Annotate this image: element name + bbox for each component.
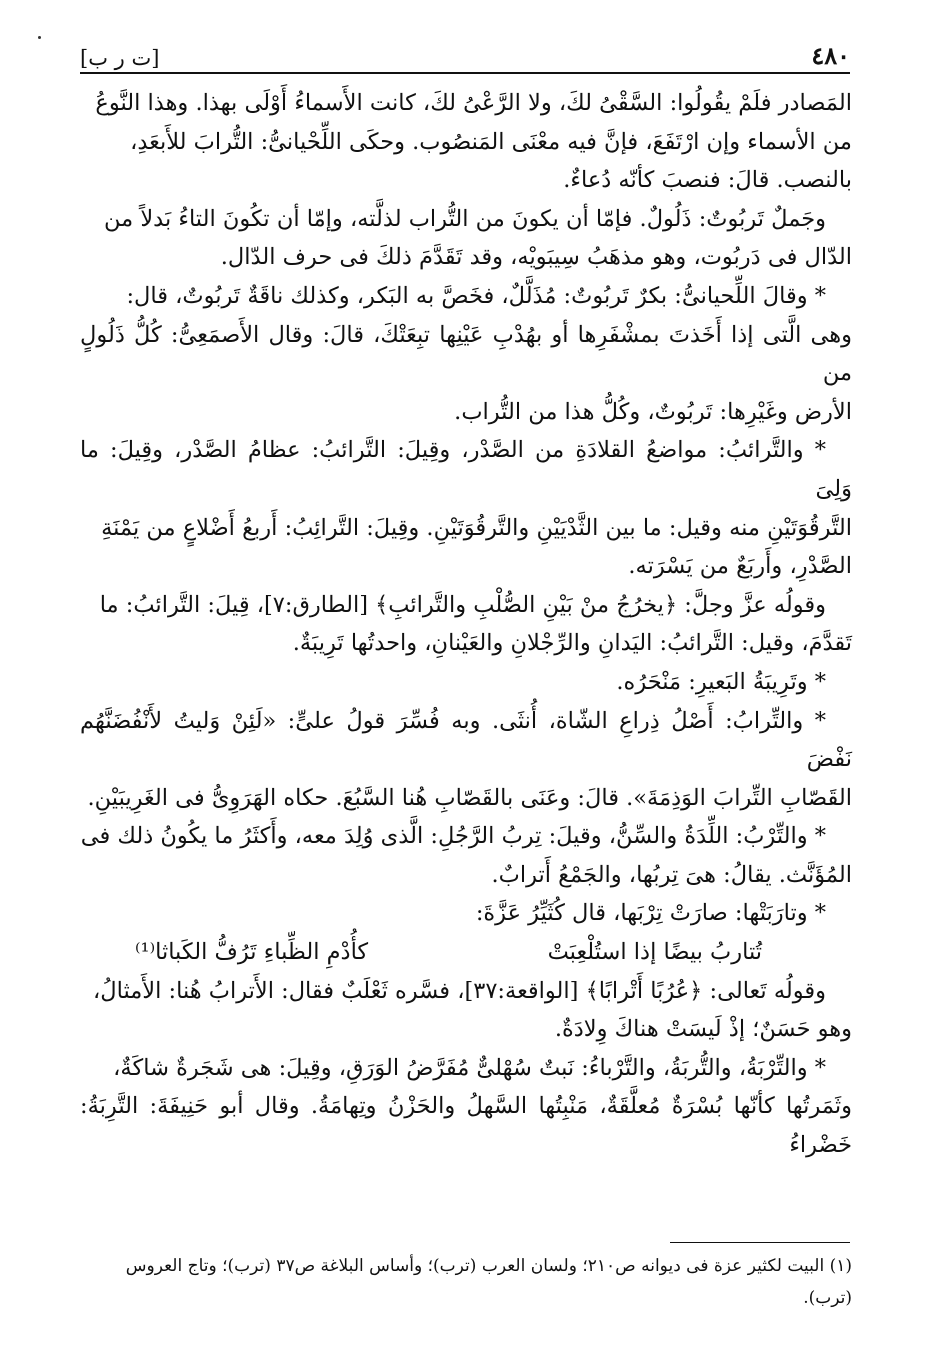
footnote-line: (ترب). (803, 1288, 852, 1308)
text-line: * والتِّرْبُ: اللِّدَةُ والسِّنُّ، وقيلَ: تِربُ الرَّجُلِ: الَّذى وُلِدَ معه، وأَكثَرُ ما يكُونُ ذلك فى (80, 823, 826, 850)
footnote-divider (670, 1242, 850, 1243)
text-line: * والتَّرائبُ: مواضعُ القلادَةِ من الصَّدْر، وقِيلَ: التَّرائبُ: عظامُ الصَّدْر، وقِيلَ: ما وَلِىَ (80, 437, 852, 502)
text-line: وجَملٌ تَربُوتٌ: ذَلُولٌ. فإمّا أن يكونَ من التُّراب لذلَّته، وإمّا أن تكُونَ التاءُ بَدلاً من (103, 205, 826, 232)
text-line: وقولُه تَعالى: ﴿عُرُبًا أَتْرابًا﴾ [الواقعة:٣٧]، فسَّره ثَعْلَبٌ فقال: الأَترابُ هُنا: الأَمثالُ، (93, 977, 826, 1004)
text-line: الأرض وغَيْرِها: تَربُوتٌ، وكُلُّ هذا من التُّراب. (454, 398, 852, 425)
text-line: * وقالَ اللِّحيانىُّ: بكرٌ تَربُوتٌ: مُذَلَّلٌ، فخَصَّ به البَكر، وكذلك ناقَةٌ تَربُوتٌ، قال: (126, 282, 826, 309)
text-line: المَصادر فلَمْ يقُولُوا: السَّقْىُ لكَ، ولا الرَّعْىُ لكَ، كانت الأَسماءُ أَوْلَى بهذا. وهذا النَّوعُ (95, 90, 852, 116)
text-line: وقولُه عزَّ وجلَّ: ﴿يخرُجُ منْ بَيْنِ الصُّلْبِ والتَّرائبِ﴾ [الطارق:٧]، قِيلَ: التَّرائبُ: ما (99, 591, 826, 618)
text-line: الدّال فى دَربُوت، وهو مذهَبُ سِيبَويْه، وقد تَقَدَّمَ ذلكَ فى حرف الدّال. (220, 244, 852, 271)
text-line: بالنصب. قالَ: فنصبَ كأنّه دُعاءٌ. (563, 167, 852, 194)
verse-first-hemistich: تُتاربُ بيضًا إذا استُلْعِبَتْ (547, 939, 762, 966)
text-line: القَصّابِ التِّرابَ الوَذِمَةَ». قالَ: وعَنَى بالقَصّابِ هُنا السَّبُعَ. حكاه الهَرَوِىُّ فى الغَرِيبَيْنِ. (87, 784, 852, 811)
footnote (80, 1250, 852, 1314)
text-line: تَقدَّمَ، وقيل: التَّرائبُ: اليَدانِ والرِّجْلانِ والعَيْنانِ، واحدتُها تَرِيبَةٌ. (292, 630, 852, 657)
text-line: من الأسماء وإن ارْتَفَعَ، فإنَّ فيه معْنَى المَنصُوب. وحكَى اللِّحْيانىُّ: التُّرابَ للأَبعَدِ، (130, 128, 852, 155)
verse-second-hemistich: كأُدْمِ الظِّباءِ تَرُفُّ الكَباثا⁽¹⁾ (135, 939, 369, 966)
text-line: * والتِّرابُ: أَصْلُ ذِراعِ الشّاة، أُنثَى. وبه فُسِّرَ قولُ علىٍّ: «لَئِنْ وَليتُ لأَنْفُضَنَّهُم نَفْضَ (80, 707, 852, 773)
text-line: * وتَرِيبَةُ البَعيرِ: مَنْحَرُه. (616, 668, 826, 695)
text-line: وهو حَسَنٌ؛ إذْ لَيسَتْ هناكَ وِلادَةٌ. (554, 1016, 852, 1043)
text-line: * وتارَبَتْها: صارَتْ تِرْبَها، قال كُثَيِّرُ عَزَّةَ: (475, 900, 826, 927)
page-header (80, 36, 850, 70)
text-line: وثَمَرتُها كأنّها بُسْرَةٌ مُعلَّقَةٌ، مَنْبِتُها السَّهلُ والحَزْنُ وتِهامَةُ. وقال أبو حَنِيفَةَ: التَّرِبَةُ: خَضْراءُ (80, 1093, 852, 1159)
root-label: [ت ر ب] (80, 46, 160, 70)
text-line: * والتِّرْبَةُ، والتُّربَةُ، والتَّرْباءُ: نَبتٌ سُهْلىٌّ مُفَرَّضُ الوَرَقِ، وقِيلَ: هى شَجَرةٌ شاكَةٌ، (113, 1054, 826, 1081)
poetry-verse (80, 933, 852, 972)
text-line: وهى الَّتى إذا أَخَذتَ بمشْفَرِها أو بهُدْبِ عَيْنِها تبِعَتْكَ، قالَ: وقال الأَصمَعِىُّ: كُلُّ ذَلُولٍ من (80, 321, 852, 387)
text-line: المُؤَنَّث. يقالُ: هىَ تِربُها، والجَمْعُ أَترابٌ. (491, 861, 852, 888)
main-text (80, 84, 852, 1165)
footnote-line: (١) البيت لكثير عزة فى ديوانه ص٢١٠؛ ولسان العرب (ترب)؛ وأساس البلاغة ص٣٧ (ترب)؛ وتاج العروس (125, 1256, 852, 1276)
page-number: ٤٨٠ (811, 41, 850, 70)
text-line: التَّرقُوَتَيْنِ منه وقيل: ما بين الثَّدْيَيْنِ والتَّرقُوَتَيْنِ. وقِيلَ: التَّرائِبُ: أَربعُ أَضْلاعٍ من يَمْنَةِ (101, 514, 852, 541)
scan-speck (38, 36, 41, 39)
text-line: الصَّدْرِ، وأَربَعٌ من يَسْرَته. (628, 553, 852, 580)
header-divider (80, 72, 850, 74)
